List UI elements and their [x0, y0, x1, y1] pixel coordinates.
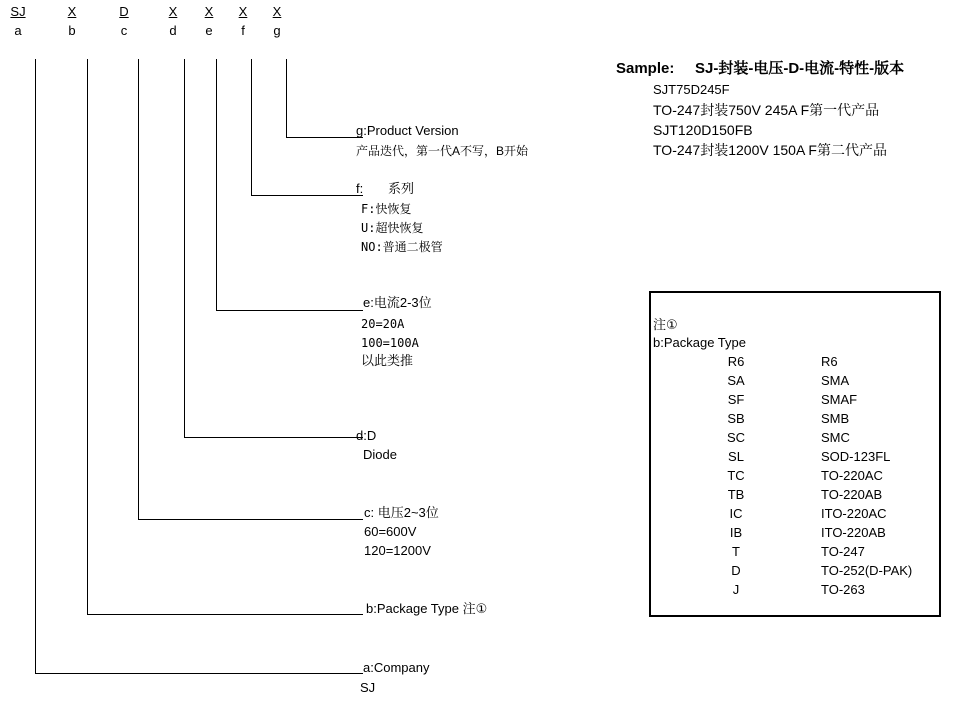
code-letter-a: SJ [10, 4, 26, 19]
b-section-title: b:Package Type 注① [366, 601, 488, 616]
f-item-normal: NO:普通二极管 [361, 240, 443, 254]
package-name: TO-252(D-PAK) [821, 563, 913, 578]
package-code: SB [727, 411, 745, 426]
package-name: SMC [821, 430, 850, 445]
package-name: R6 [821, 354, 838, 369]
sample-example-1-desc: TO-247封装750V 245A F第一代产品 [653, 102, 880, 118]
package-name: TO-247 [821, 544, 865, 559]
package-code: TC [727, 468, 745, 483]
code-var-b: b [68, 23, 76, 38]
a-section-desc: SJ [360, 680, 376, 695]
f-item-fast: F:快恢复 [361, 202, 412, 216]
code-var-a: a [14, 23, 22, 38]
f-section-title: f: [356, 181, 364, 196]
connector-g-horizontal [286, 137, 363, 138]
connector-e-horizontal [216, 310, 363, 311]
connector-c-horizontal [138, 519, 363, 520]
g-section-desc: 产品迭代，第一代A不写，B开始 [356, 144, 529, 158]
sample-example-2-desc: TO-247封装1200V 150A F第二代产品 [653, 142, 887, 158]
connector-e-vertical [216, 59, 217, 311]
code-var-d: d [169, 23, 177, 38]
d-section-title: d:D [356, 428, 377, 443]
code-var-c: c [120, 23, 128, 38]
f-section-title-cn: 系列 [388, 181, 415, 196]
package-name: ITO-220AC [821, 506, 887, 521]
package-type-note-box [649, 291, 941, 617]
e-item-20: 20=20A [361, 317, 405, 331]
sample-format: SJ-封装-电压-D-电流-特性-版本 [695, 60, 905, 77]
e-section-title: e:电流2-3位 [363, 295, 432, 310]
package-name: TO-220AB [821, 487, 883, 502]
code-var-g: g [273, 23, 281, 38]
c-section-title: c: 电压2~3位 [364, 505, 439, 520]
sample-label: Sample: [616, 60, 675, 77]
code-var-f: f [241, 23, 245, 38]
package-name: TO-220AC [821, 468, 883, 483]
package-code: TB [727, 487, 745, 502]
connector-b-vertical [87, 59, 88, 615]
g-section-title: g:Product Version [356, 123, 459, 138]
code-var-e: e [205, 23, 213, 38]
connector-g-vertical [286, 59, 287, 138]
connector-f-horizontal [251, 195, 363, 196]
e-item-100: 100=100A [361, 336, 419, 350]
connector-f-vertical [251, 59, 252, 196]
code-letter-b: X [67, 4, 77, 19]
code-letter-g: X [272, 4, 282, 19]
package-code: SF [727, 392, 745, 407]
package-name: ITO-220AB [821, 525, 886, 540]
f-item-ultrafast: U:超快恢复 [361, 221, 424, 235]
package-code: SA [727, 373, 745, 388]
connector-d-horizontal [184, 437, 363, 438]
package-name: SOD-123FL [821, 449, 891, 464]
sample-example-2-part: SJT120D150FB [653, 122, 753, 138]
note-subtitle: b:Package Type [653, 335, 746, 350]
package-name: SMA [821, 373, 850, 388]
code-letter-c: D [119, 4, 129, 19]
package-code: T [732, 544, 740, 559]
connector-b-horizontal [87, 614, 363, 615]
package-name: SMAF [821, 392, 858, 407]
e-item-etc: 以此类推 [361, 353, 414, 368]
package-code: SL [728, 449, 744, 464]
package-code: R6 [727, 354, 745, 369]
connector-a-vertical [35, 59, 36, 674]
c-item-1200: 120=1200V [364, 543, 431, 558]
note-title: 注① [653, 317, 678, 332]
package-code: SC [726, 430, 746, 445]
package-name: TO-263 [821, 582, 865, 597]
connector-d-vertical [184, 59, 185, 438]
package-name: SMB [821, 411, 850, 426]
d-section-desc: Diode [363, 447, 397, 462]
code-letter-e: X [204, 4, 214, 19]
a-section-title: a:Company [363, 660, 430, 675]
connector-a-horizontal [35, 673, 363, 674]
package-code: IC [729, 506, 743, 521]
package-code: J [732, 582, 740, 597]
code-letter-d: X [168, 4, 178, 19]
package-code: IB [729, 525, 743, 540]
sample-example-1-part: SJT75D245F [653, 82, 730, 97]
code-letter-f: X [238, 4, 248, 19]
connector-c-vertical [138, 59, 139, 520]
c-item-600: 60=600V [364, 524, 417, 539]
package-code: D [731, 563, 741, 578]
